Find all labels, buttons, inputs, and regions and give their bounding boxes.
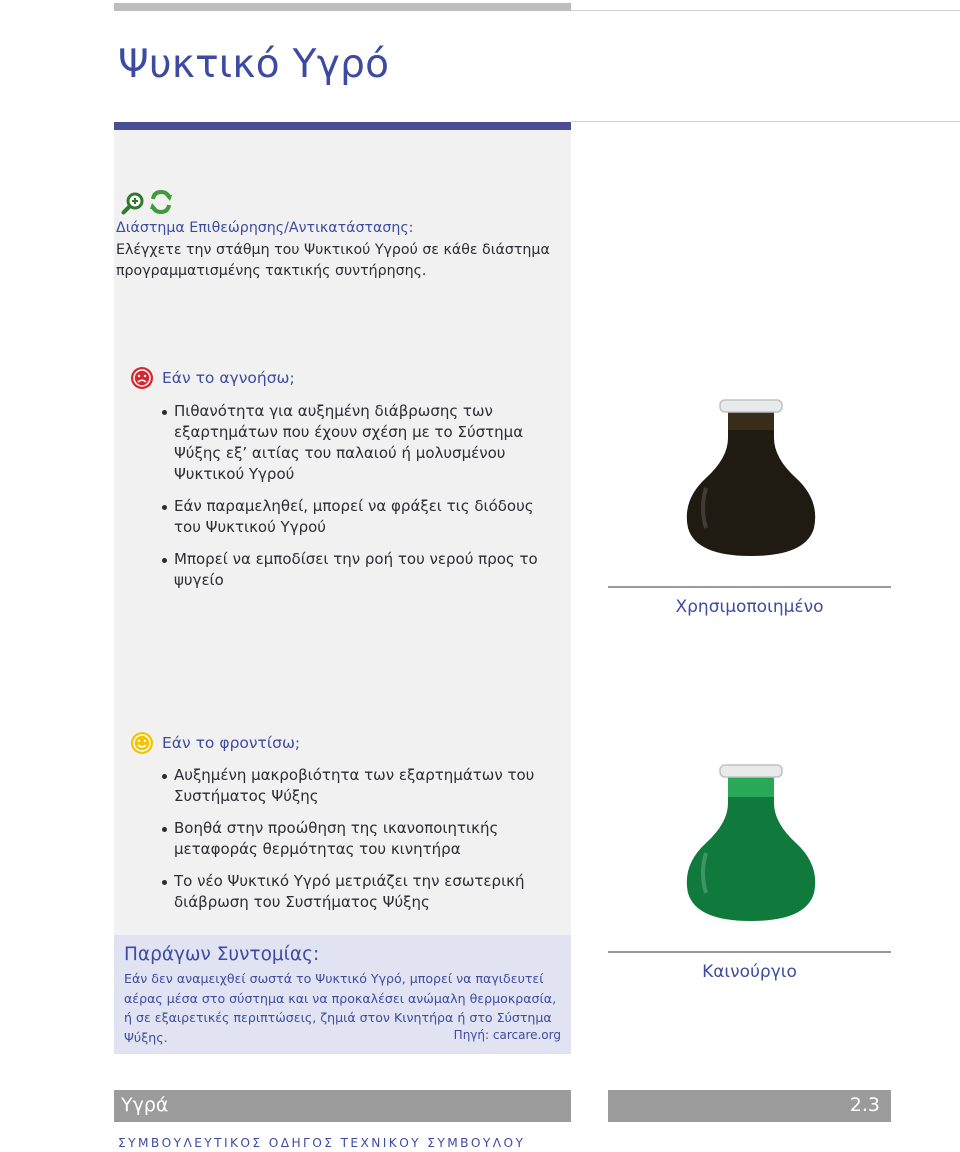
title-bar xyxy=(114,122,571,130)
sad-face-icon xyxy=(130,366,154,390)
interval-label: Διάστημα Επιθεώρησης/Αντικατάστασης: xyxy=(116,220,414,236)
magnifier-icon xyxy=(121,191,145,215)
interval-text: Ελέγχετε την στάθμη του Ψυκτικού Υγρού σε κάθε διάστημα προγραμματισμένης τακτικής συντήρησης. xyxy=(116,242,550,279)
list-item: Εάν παραμεληθεί, μπορεί να φράξει τις διόδους του Ψυκτικού Υγρού xyxy=(162,496,562,538)
list-item: Μπορεί να εμποδίσει την ροή του νερού προς το ψυγείο xyxy=(162,549,562,591)
ignore-list xyxy=(162,401,562,602)
factors-title: Παράγων Συντομίας: xyxy=(124,944,320,965)
list-item: Βοηθά στην προώθηση της ικανοποιητικής μεταφοράς θερμότητας του κινητήρα xyxy=(162,818,562,860)
page-title: Ψυκτικό Υγρό xyxy=(118,42,390,87)
top-bar xyxy=(114,3,571,11)
care-heading: Εάν το φροντίσω; xyxy=(162,734,301,752)
used-coolant-image xyxy=(676,398,826,558)
used-caption: Χρησιμοποιημένο xyxy=(675,597,824,617)
title-divider xyxy=(571,121,960,122)
ignore-heading: Εάν το αγνοήσω; xyxy=(162,369,295,387)
source-note: Πηγή: carcare.org xyxy=(453,1028,561,1042)
list-item: Το νέο Ψυκτικό Υγρό μετριάζει την εσωτερική διάβρωση του Συστήματος Ψύξης xyxy=(162,871,562,913)
list-item: Πιθανότητα για αυξημένη διάβρωσης των εξαρτημάτων που έχουν σχέση με το Σύστημα Ψύξης εξ’ αιτίας του παλαιού ή μολυσμένου Ψυκτικού Υγρού xyxy=(162,401,562,485)
recycle-icon xyxy=(148,189,174,215)
used-caption-rule xyxy=(608,586,891,588)
list-item: Αυξημένη μακροβιότητα των εξαρτημάτων του Συστήματος Ψύξης xyxy=(162,765,562,807)
new-caption-rule xyxy=(608,951,891,953)
footer-section-bar xyxy=(114,1090,571,1122)
page-number: 2.3 xyxy=(849,1094,880,1116)
happy-face-icon xyxy=(130,731,154,755)
top-divider xyxy=(571,10,960,11)
new-coolant-image xyxy=(676,763,826,923)
factors-text: Εάν δεν αναμειχθεί σωστά το Ψυκτικό Υγρό, μπορεί να παγιδευτεί αέρας μέσα στο σύστημα και να προκαλέσει ανώμαλη θερμοκρασία, ή σε εξαιρετικές περιπτώσεις, ζημιά στον Κινητήρα ή στο Σύστημα Ψύξης. xyxy=(124,971,557,1045)
new-caption: Καινούργιο xyxy=(702,962,797,982)
footer-section-label: Υγρά xyxy=(121,1094,169,1116)
footer-guide-title: ΣΥΜΒΟΥΛΕΥΤΙΚΟΣ ΟΔΗΓΟΣ ΤΕΧΝΙΚΟΥ ΣΥΜΒΟΥΛΟΥ xyxy=(118,1136,526,1150)
care-list xyxy=(162,765,562,924)
